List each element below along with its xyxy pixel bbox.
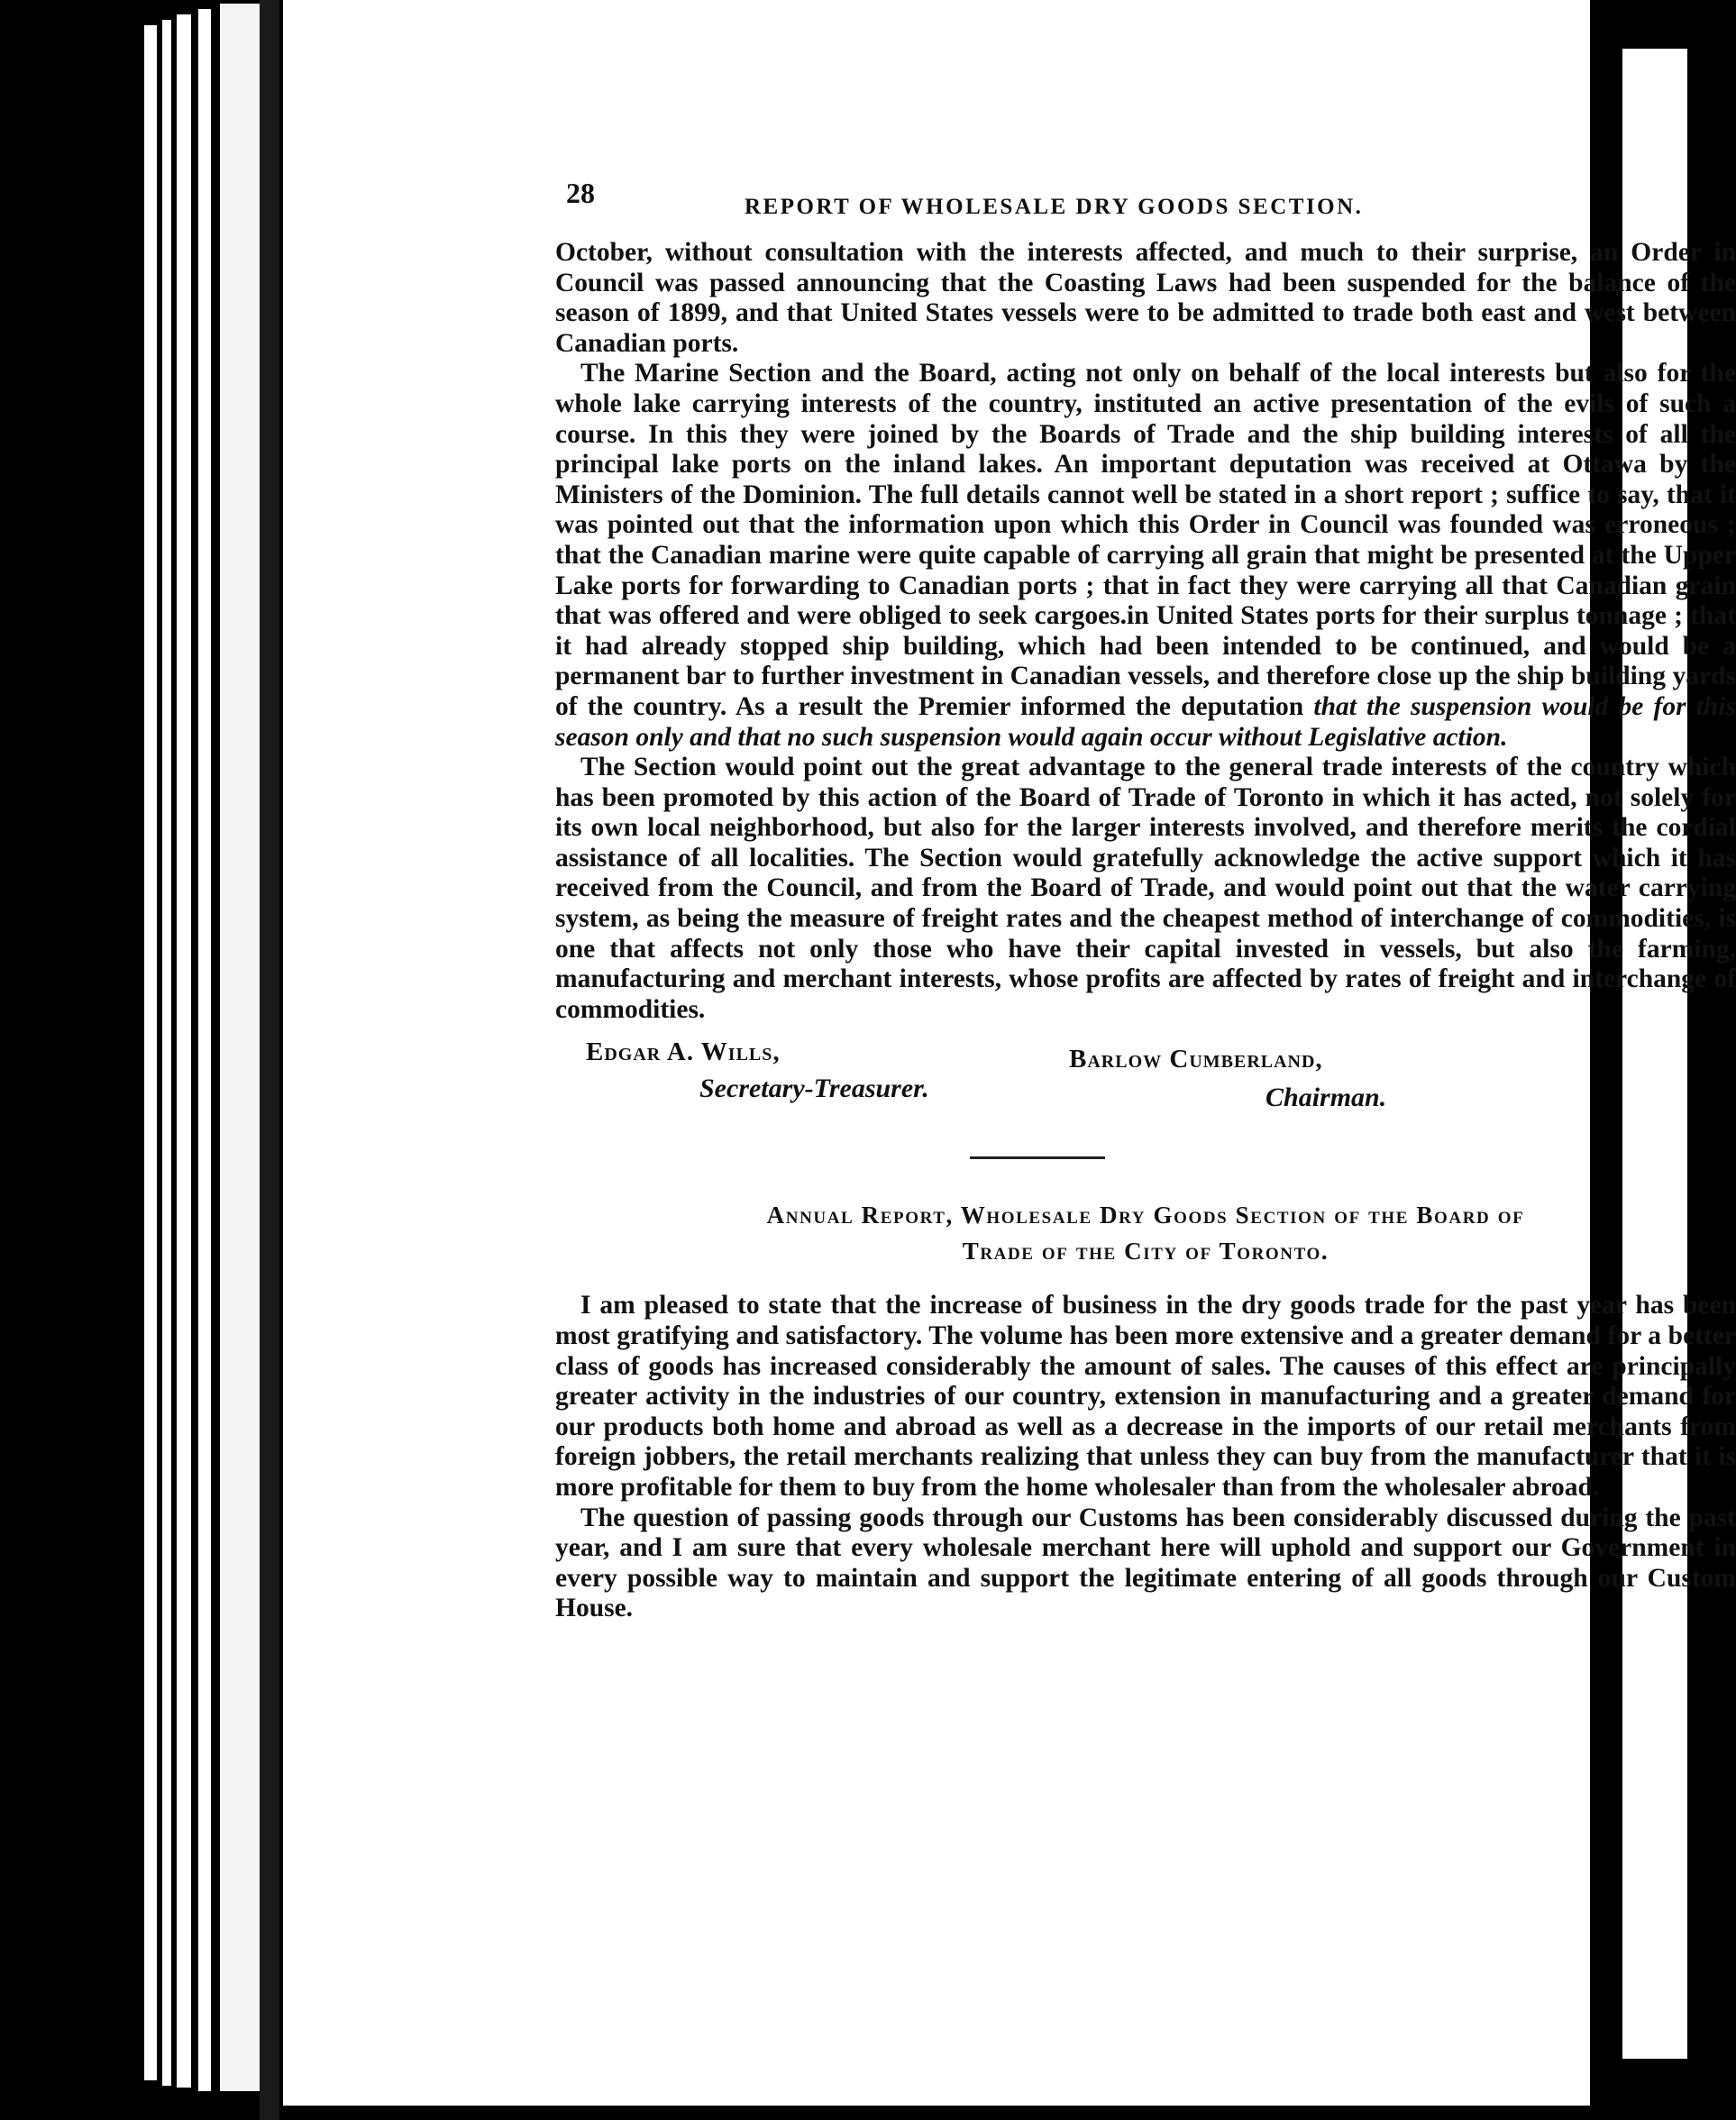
book-page-edge	[198, 9, 211, 2091]
secretary-name: Edgar A. Wills,	[586, 1037, 781, 1067]
secretary-title: Secretary-Treasurer.	[699, 1074, 929, 1104]
page-number: 28	[566, 177, 595, 209]
chairman-title: Chairman.	[1265, 1083, 1387, 1113]
section-divider	[970, 1156, 1105, 1159]
annual-report-paragraph: I am pleased to state that the increase of business in the dry goods trade for the past year has been most gratifying and satisfactory. The volume has been more extensive and a greater demand for a better class of goods has increased considerably the amount of sales. The causes of this effect are principally greater activity in the industries of our country, extension in manufacturing and a greater demand for our products both home and abroad as well as a decrease in the imports of our retail merchants from foreign jobbers, the retail merchants realizing that unless they can buy from the manufacturer that it is more profitable for them to buy from the home wholesaler than from the wholesaler abroad.	[555, 1291, 1736, 1502]
annual-report-body	[555, 1291, 1736, 1624]
marine-report-paragraph: October, without consultation with the interests affected, and much to their surprise, an Order in Council was passed announcing that the Coasting Laws had been suspended for the balance of the season of 1899, and that United States vessels were to be admitted to trade both east and west between Canadian ports.	[555, 238, 1736, 358]
section-heading	[555, 1197, 1736, 1269]
book-page-edge	[177, 14, 191, 2088]
book-spine-shadow	[260, 0, 279, 2120]
marine-report-paragraph: The Section would point out the great advantage to the general trade interests of the country which has been promoted by this action of the Board of Trade of Toronto in which it has acted, not solely for its own local neighborhood, but also for the larger interests involved, and therefore merits the cordial assistance of all localities. The Section would gratefully acknowledge the active support which it has received from the Council, and from the Board of Trade, and would point out that the water carrying system, as being the measure of freight rates and the cheapest method of interchange of commodities, is one that affects not only those who have their capital invested in vessels, but also the farming, manufacturing and merchant interests, whose profits are affected by rates of freight and interchange of commodities.	[555, 753, 1736, 1024]
heading-line: Trade of the City of Toronto.	[962, 1238, 1329, 1266]
paragraph-text: The Marine Section and the Board, acting not only on behalf of the local interests but also for the whole lake carrying interests of the country, instituted an active presentation of the evils of such a course. In this they were joined by the Boards of Trade and the ship building interests of all the principal lake ports on the inland lakes. An important deputation was received at Ottawa by the Ministers of the Dominion. The full details cannot well be stated in a short report ; suffice to say, that it was pointed out that the information upon which this Order in Council was founded was erroneous ; that the Canadian marine were quite capable of carrying all grain that might be presented at the Upper Lake ports for forwarding to Canadian ports ; that in fact they were carrying all that Canadian grain that was offered and were obliged to seek cargoes.in United States ports for their surplus tonnage ; that it had already stopped ship building, which had been intended to be continued, and would be a permanent bar to further investment in Canadian vessels, and therefore close up the ship building yards of the country. As a result the Premier informed the deputation	[555, 359, 1736, 721]
chairman-name: Barlow Cumberland,	[1069, 1045, 1323, 1074]
book-page-edge	[162, 20, 171, 2086]
italic-passage: that the suspension would be for this season only and that no such suspension would again occur without Legislative action.	[555, 691, 1736, 752]
marine-report-paragraph	[555, 359, 1736, 753]
running-head	[555, 177, 1736, 227]
page-content	[555, 177, 1736, 1624]
signature-block	[555, 1037, 1736, 1131]
book-page-edge	[144, 25, 157, 2080]
scanned-page	[283, 0, 1736, 2106]
running-title: REPORT OF WHOLESALE DRY GOODS SECTION.	[745, 195, 1364, 219]
annual-report-paragraph: The question of passing goods through our Customs has been considerably discussed during the past year, and I am sure that every wholesale merchant here will uphold and support our Government in every possible way to maintain and support the legitimate entering of all goods through our Custom House.	[555, 1503, 1736, 1623]
heading-line: Annual Report, Wholesale Dry Goods Section of the Board of	[766, 1202, 1525, 1229]
book-page-edge	[220, 4, 260, 2091]
